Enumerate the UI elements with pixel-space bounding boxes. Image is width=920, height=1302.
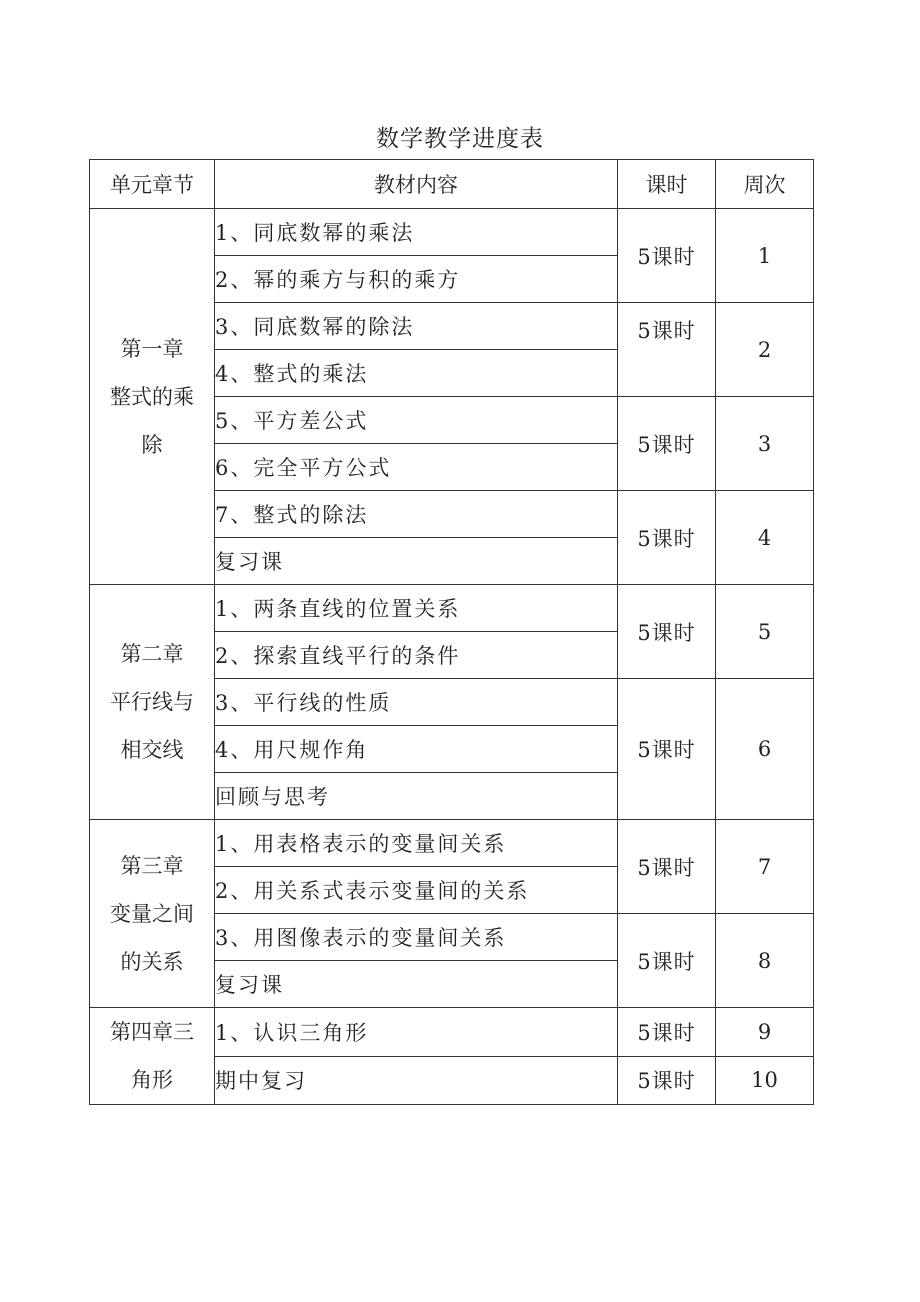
table-row bbox=[90, 820, 814, 867]
content-cell: 6、完全平方公式 bbox=[215, 444, 618, 491]
content-cell: 4、整式的乘法 bbox=[215, 350, 618, 397]
unit-line: 平行线与 bbox=[110, 690, 194, 714]
week-cell: 2 bbox=[716, 303, 814, 397]
week-cell: 8 bbox=[716, 914, 814, 1008]
content-cell: 4、用尺规作角 bbox=[215, 726, 618, 773]
unit-cell bbox=[90, 209, 215, 585]
unit-cell bbox=[90, 585, 215, 820]
unit-line: 整式的乘 bbox=[110, 384, 194, 409]
header-row bbox=[90, 160, 814, 209]
week-cell: 1 bbox=[716, 209, 814, 303]
hours-cell: 5课时 bbox=[618, 1008, 716, 1057]
hours-cell: 5课时 bbox=[618, 820, 716, 914]
content-cell: 复习课 bbox=[215, 961, 618, 1008]
content-cell: 1、两条直线的位置关系 bbox=[215, 585, 618, 632]
table-row bbox=[90, 1008, 814, 1057]
week-cell: 3 bbox=[716, 397, 814, 491]
hours-cell: 5课时 bbox=[618, 914, 716, 1008]
content-cell: 复习课 bbox=[215, 538, 618, 585]
content-cell: 1、认识三角形 bbox=[215, 1008, 618, 1057]
week-cell: 10 bbox=[716, 1056, 814, 1105]
table-row bbox=[90, 209, 814, 256]
unit-line: 角形 bbox=[131, 1068, 173, 1092]
content-cell: 2、探索直线平行的条件 bbox=[215, 632, 618, 679]
week-cell: 7 bbox=[716, 820, 814, 914]
hours-cell: 5课时 bbox=[618, 303, 716, 397]
week-cell: 6 bbox=[716, 679, 814, 820]
week-cell: 9 bbox=[716, 1008, 814, 1057]
unit-line: 第二章 bbox=[120, 642, 184, 666]
week-cell: 5 bbox=[716, 585, 814, 679]
unit-cell bbox=[90, 820, 215, 1008]
table-row bbox=[90, 585, 814, 632]
header-content: 教材内容 bbox=[215, 160, 618, 209]
content-cell: 3、平行线的性质 bbox=[215, 679, 618, 726]
header-week: 周次 bbox=[716, 160, 814, 209]
content-cell: 7、整式的除法 bbox=[215, 491, 618, 538]
content-cell: 2、用关系式表示变量间的关系 bbox=[215, 867, 618, 914]
hours-cell: 5课时 bbox=[618, 585, 716, 679]
header-hours: 课时 bbox=[618, 160, 716, 209]
hours-cell: 5课时 bbox=[618, 1056, 716, 1105]
content-cell: 回顾与思考 bbox=[215, 773, 618, 820]
content-cell: 期中复习 bbox=[215, 1056, 618, 1105]
hours-cell: 5课时 bbox=[618, 397, 716, 491]
content-cell: 1、用表格表示的变量间关系 bbox=[215, 820, 618, 867]
hours-cell: 5课时 bbox=[618, 491, 716, 585]
unit-line: 相交线 bbox=[120, 738, 184, 762]
page-title: 数学教学进度表 bbox=[376, 126, 544, 152]
week-cell: 4 bbox=[716, 491, 814, 585]
unit-cell bbox=[90, 1008, 215, 1105]
unit-line: 的关系 bbox=[120, 949, 184, 974]
schedule-table bbox=[89, 159, 814, 1105]
header-unit: 单元章节 bbox=[90, 160, 215, 209]
content-cell: 3、用图像表示的变量间关系 bbox=[215, 914, 618, 961]
content-cell: 3、同底数幂的除法 bbox=[215, 303, 618, 350]
content-cell: 5、平方差公式 bbox=[215, 397, 618, 444]
unit-line: 第四章三 bbox=[110, 1020, 194, 1044]
content-cell: 2、幂的乘方与积的乘方 bbox=[215, 256, 618, 303]
unit-line: 变量之间 bbox=[110, 901, 194, 926]
hours-cell: 5课时 bbox=[618, 679, 716, 820]
unit-line: 第三章 bbox=[120, 853, 184, 878]
content-cell: 1、同底数幂的乘法 bbox=[215, 209, 618, 256]
unit-line: 除 bbox=[141, 432, 163, 457]
hours-cell: 5课时 bbox=[618, 209, 716, 303]
unit-line: 第一章 bbox=[120, 336, 184, 361]
